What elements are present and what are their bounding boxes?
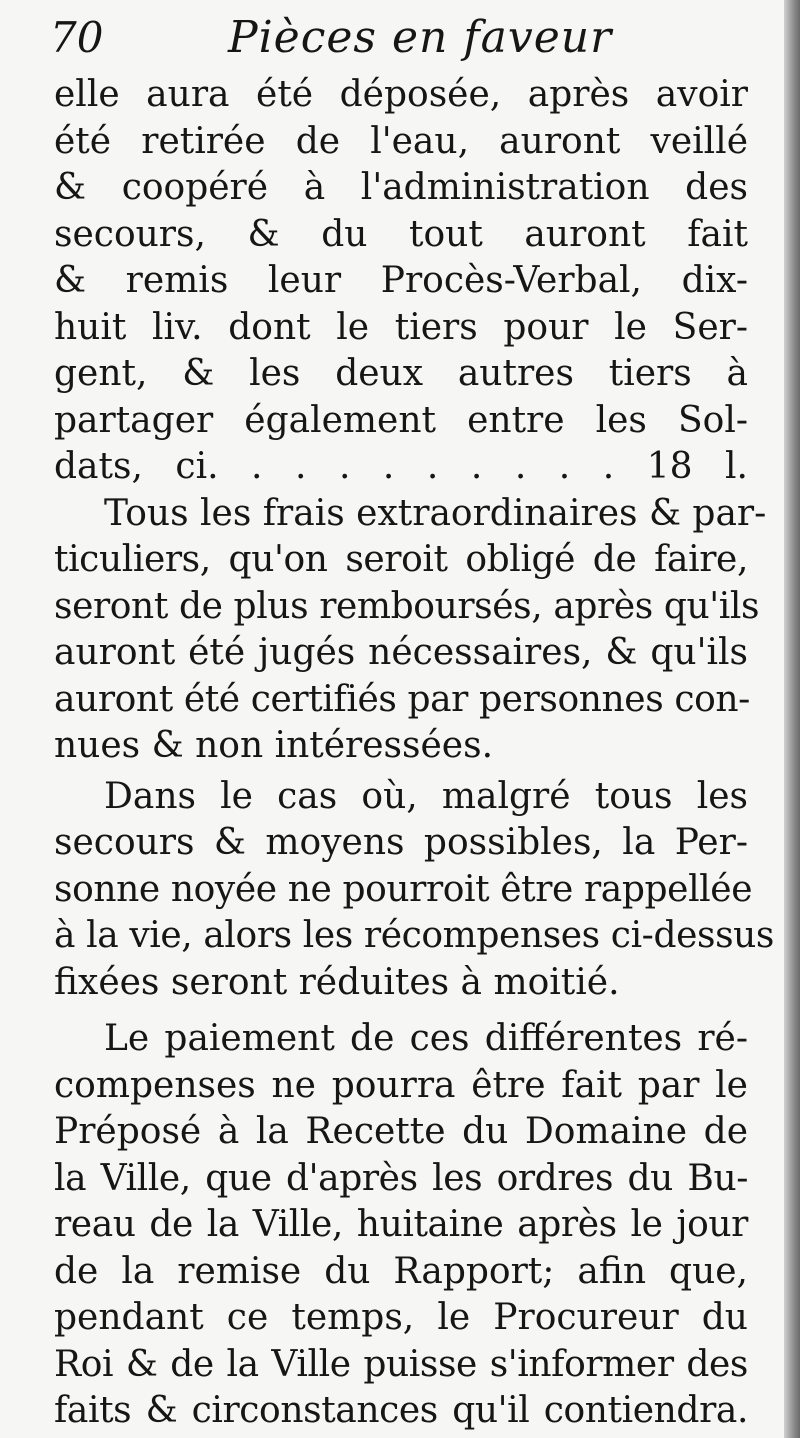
- text-line: auront été certifiés par personnes con-: [54, 678, 750, 720]
- text-line: & coopéré à l'administration des: [54, 167, 748, 208]
- text-line: la Ville, que d'après les ordres du Bu-: [54, 1157, 748, 1199]
- text-line: pendant ce temps, le Procureur du: [54, 1297, 748, 1338]
- text-line: fixées seront réduites à moitié.: [54, 961, 620, 1003]
- paragraph-3: [54, 774, 775, 1007]
- text-line: huit liv. dont le tiers pour le Ser-: [54, 306, 748, 348]
- text-line: compenses ne pourra être fait par le: [54, 1064, 748, 1106]
- page-header: [50, 6, 750, 68]
- paragraph-1: [54, 72, 748, 491]
- text-line: Préposé à la Recette du Domaine de: [54, 1111, 748, 1152]
- text-line: nues & non intéressées.: [54, 725, 494, 766]
- text-line: gent, & les deux autres tiers à: [54, 353, 748, 394]
- text-line: auront été jugés nécessaires, & qu'ils: [54, 632, 748, 673]
- paragraph-4: [54, 1016, 748, 1435]
- text-line: sonne noyée ne pourroit être rappellée: [54, 868, 753, 910]
- page-number: 70: [50, 13, 104, 62]
- text-line: dats, ci. . . . . . . . . . 18 l.: [54, 446, 748, 487]
- text-line: faits & circonstances qu'il contiendra.: [54, 1390, 748, 1431]
- page-gutter-shadow: [784, 0, 800, 1438]
- text-line: & remis leur Procès-Verbal, dix-: [54, 260, 748, 301]
- paragraph-spacer: [54, 1006, 748, 1016]
- text-line: Le paiement de ces différentes ré-: [104, 1018, 748, 1059]
- text-line: seront de plus remboursés, après qu'ils: [54, 585, 760, 627]
- text-line: reau de la Ville, huitaine après le jour: [54, 1204, 748, 1245]
- text-line: Roi & de la Ville puisse s'informer des: [54, 1343, 748, 1385]
- text-line: partager également entre les Sol-: [54, 399, 748, 441]
- running-head: Pièces en faveur: [228, 12, 613, 63]
- text-line: de la remise du Rapport; afin que,: [54, 1250, 748, 1292]
- text-line: Dans le cas où, malgré tous les: [104, 775, 748, 817]
- text-line: à la vie, alors les récompenses ci-dessus: [54, 915, 775, 956]
- text-line: secours & moyens possibles, la Per-: [54, 822, 748, 863]
- body-text: [54, 72, 775, 1435]
- paragraph-2: [54, 491, 767, 770]
- text-line: Tous les frais extraordinaires & par-: [104, 492, 767, 534]
- text-line: elle aura été déposée, après avoir: [54, 74, 748, 115]
- text-line: ticuliers, qu'on seroit obligé de faire,: [54, 539, 748, 580]
- text-line: été retirée de l'eau, auront veillé: [54, 120, 748, 162]
- text-line: secours, & du tout auront fait: [54, 213, 748, 255]
